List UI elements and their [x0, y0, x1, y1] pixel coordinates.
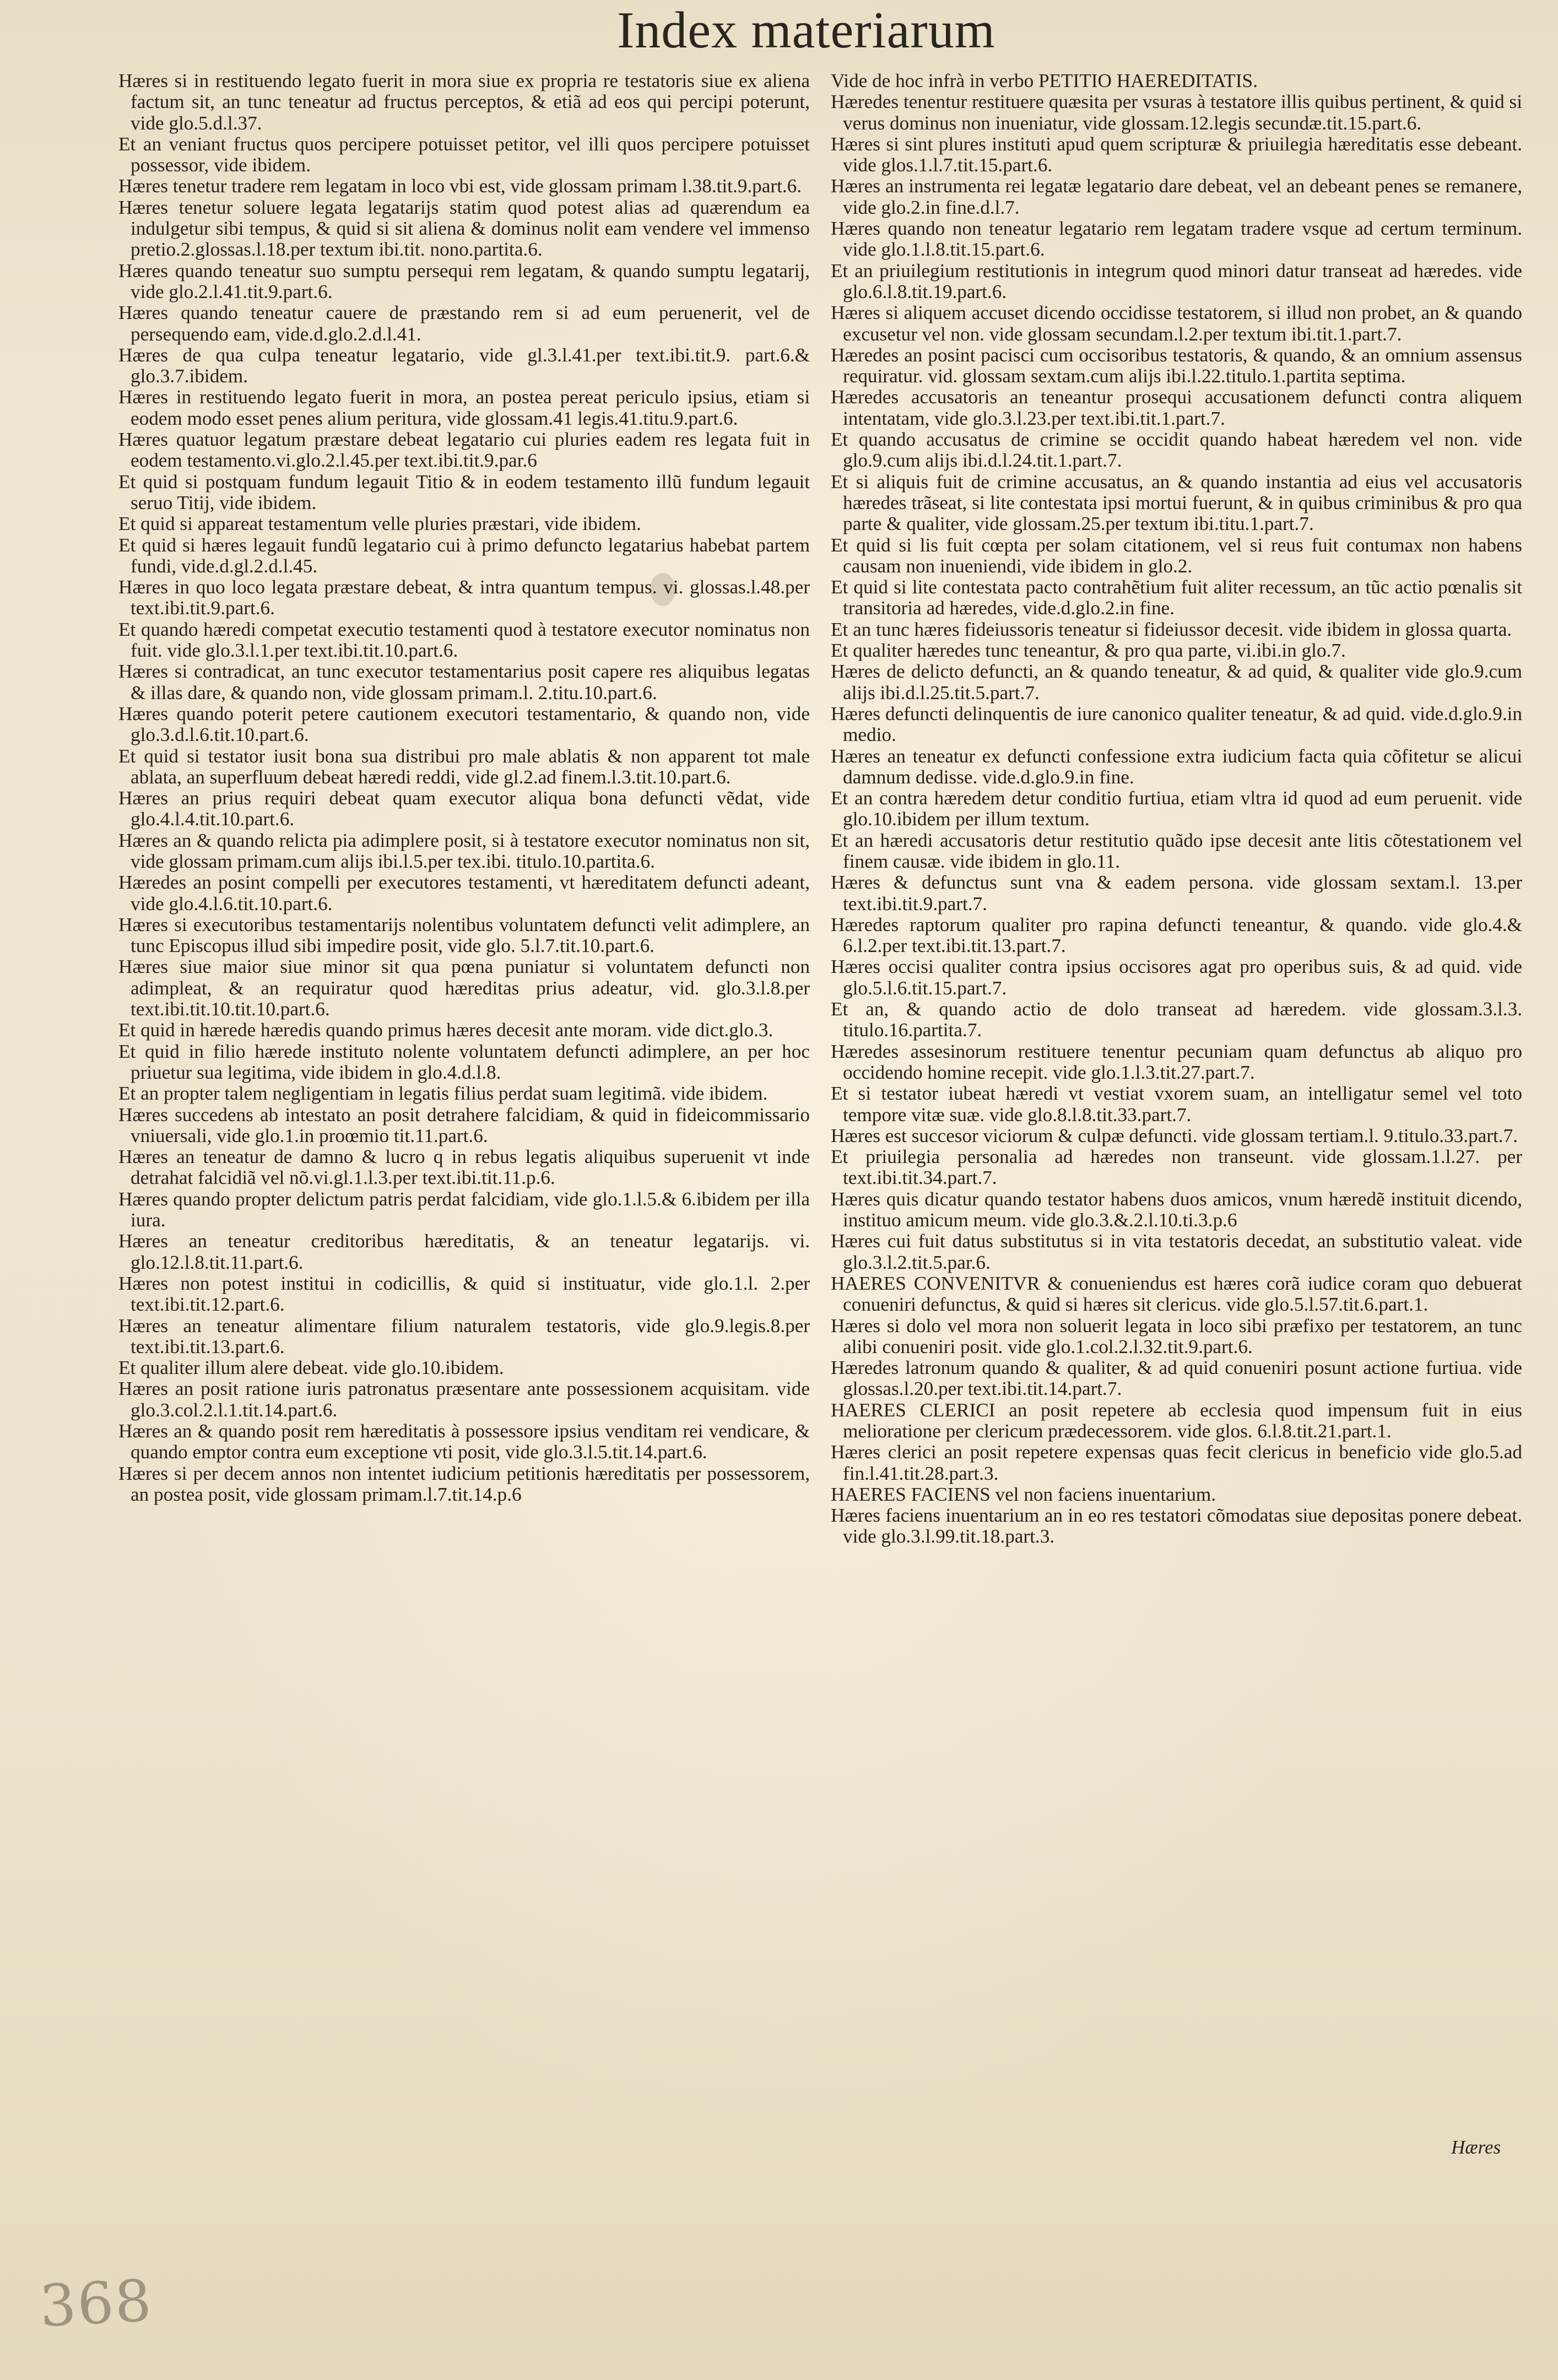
index-entry: Hæres quis dicatur quando testator habens duos amicos, vnum hæredẽ instituit dicendo, instituo amicum meum. vide glo.3.&.2.l.10.ti.3.p.6 — [831, 1188, 1522, 1231]
index-entry: Hæres quando non teneatur legatario rem legatam tradere vsque ad certum terminum. vide glo.1.l.8.tit.15.part.6. — [831, 218, 1522, 261]
index-entry: Et quid si lite contestata pacto contrahẽtium fuit aliter recessum, an tũc actio pœnalis sit transitoria ad hæredes, vide.d.glo.2.in fine. — [831, 576, 1522, 619]
index-entry: Hæres quando propter delictum patris perdat falcidiam, vide glo.1.l.5.& 6.ibidem per illa iura. — [118, 1188, 810, 1231]
index-entry: Et quid si hæres legauit fundũ legatario cui à primo defuncto legatarius habebat partem fundi, vide.d.gl.2.d.l.45. — [118, 534, 810, 577]
index-entry: Hæres si dolo vel mora non soluerit legata in loco sibi præfixo per testatorem, an tunc alibi conueniri posit. vide glo.1.col.2.l.32.tit.9.part.6. — [831, 1315, 1522, 1357]
index-entry: Et an veniant fructus quos percipere potuisset petitor, vel illi quos percipere potuisset possessor, vide ibidem. — [118, 133, 810, 176]
index-entry: Hæres si in restituendo legato fuerit in mora siue ex propria re testatoris siue ex aliena factum sit, an tunc teneatur ad fructus perceptos, & etiã ad eos qui percipi poterunt, vide glo.5.d.l.37. — [118, 70, 810, 134]
index-entry: Hæres est succesor viciorum & culpæ defuncti. vide glossam tertiam.l. 9.titulo.33.part.7. — [831, 1124, 1518, 1146]
index-entry: Hæres succedens ab intestato an posit detrahere falcidiam, & quid in fideicommissario vniuersali, vide glo.1.in proœmio tit.11.part.6. — [118, 1104, 810, 1146]
index-entry: Hæres an & quando relicta pia adimplere posit, si à testatore executor nominatus non sit, vide glossam primam.cum alijs ibi.l.5.per tex.ibi. titulo.10.partita.6. — [118, 829, 810, 872]
index-entry: Et an propter talem negligentiam in legatis filius perdat suam legitimã. vide ibidem. — [118, 1083, 768, 1105]
index-entry: Et an contra hæredem detur conditio furtiua, etiam vltra id quod ad eum peruenit. vide glo.10.ibidem per illum textum. — [831, 787, 1522, 830]
index-entry: Et an hæredi accusatoris detur restitutio quãdo ipse decesit ante litis cõtestationem vel finem causæ. vide ibidem in glo.11. — [831, 829, 1522, 872]
index-entry: Hæres tenetur soluere legata legatarijs statim quod potest alias ad quærendum ea indulgetur sibi tempus, & quid si sit aliena & dominus nolit eam vendere vel immenso pretio.2.glossas.l.18.per textum ibi.tit. nono.partita.6. — [118, 196, 810, 261]
index-entry: Hæres si contradicat, an tunc executor testamentarius posit capere res aliquibus legatas & illas dare, & quando non, vide glossam primam.l. 2.titu.10.part.6. — [118, 661, 810, 704]
index-entry: Et quando hæredi competat executio testamenti quod à testatore executor nominatus non fuit. vide glo.3.l.1.per text.ibi.tit.10.part.6. — [118, 618, 810, 662]
index-entry: Et quando accusatus de crimine se occidit quando habeat hæredem vel non. vide glo.9.cum alijs ibi.d.l.24.tit.1.part.7. — [831, 429, 1522, 472]
index-entry: HAERES CONVENITVR & conueniendus est hæres corã iudice coram quo debuerat conueniri defunctus, & quid si hæres sit clericus. vide glo.5.l.57.tit.6.part.1. — [831, 1272, 1522, 1316]
index-entry: Hæres an & quando posit rem hæreditatis à possessore ipsius venditam rei vendicare, & quando emptor contra eum exceptione vti posit, vide glo.3.l.5.tit.14.part.6. — [118, 1420, 810, 1463]
index-entry: Hæres de qua culpa teneatur legatario, vide gl.3.l.41.per text.ibi.tit.9. part.6.& glo.3.7.ibidem. — [118, 344, 810, 387]
index-entry: Hæres an teneatur ex defuncti confessione extra iudicium facta quia cõfitetur se alicui damnum dedisse. vide.d.glo.9.in fine. — [831, 745, 1522, 788]
index-entry: Et si testator iubeat hæredi vt vestiat vxorem suam, an intelligatur semel vel toto tempore vitæ suæ. vide glo.8.l.8.tit.33.part.7. — [831, 1083, 1522, 1126]
index-entry: Hæres si executoribus testamentarijs nolentibus voluntatem defuncti velit adimplere, an tunc Episcopus illud sibi impedire posit, vide glo. 5.l.7.tit.10.part.6. — [118, 913, 810, 957]
index-entry: Hæres quando poterit petere cautionem executori testamentario, & quando non, vide glo.3.d.l.6.tit.10.part.6. — [118, 702, 810, 746]
index-entry: Et qualiter hæredes tunc teneantur, & pro qua parte, vi.ibi.in glo.7. — [831, 640, 1346, 662]
index-entry: Hæredes latronum quando & qualiter, & ad quid conueniri posunt actione furtiua. vide glossas.l.20.per text.ibi.tit.14.part.7. — [831, 1357, 1522, 1400]
index-entry: Hæredes tenentur restituere quæsita per vsuras à testatore illis quibus pertinent, & quid si verus dominus non inueniatur, vide glossam.12.legis secundæ.tit.15.part.6. — [831, 91, 1522, 134]
index-entry: Et an priuilegium restitutionis in integrum quod minori datur transeat ad hæredes. vide glo.6.l.8.tit.19.part.6. — [831, 259, 1522, 302]
index-entry: Hæres occisi qualiter contra ipsius occisores agat pro operibus suis, & ad quid. vide glo.5.l.6.tit.15.part.7. — [831, 956, 1522, 999]
index-entry: Hæres quando teneatur cauere de præstando rem si ad eum peruenerit, vel de persequendo eam, vide.d.glo.2.d.l.41. — [118, 302, 810, 345]
index-entry: Hæres in quo loco legata præstare debeat, & intra quantum tempus. vi. glossas.l.48.per text.ibi.tit.9.part.6. — [118, 576, 810, 619]
index-entry: Hæres an posit ratione iuris patronatus præsentare ante possessionem acquisitam. vide glo.3.col.2.l.1.tit.14.part.6. — [118, 1378, 810, 1421]
index-entry: Hæres si sint plures instituti apud quem scripturæ & priuilegia hæreditatis esse debeant. vide glos.1.l.7.tit.15.part.6. — [831, 133, 1522, 176]
left-column — [118, 71, 810, 1505]
index-entry: Hæres & defunctus sunt vna & eadem persona. vide glossam sextam.l. 13.per text.ibi.tit.9.part.7. — [831, 872, 1522, 915]
index-entry: Hæres in restituendo legato fuerit in mora, an postea pereat periculo ipsius, etiam si eodem modo esset penes alium peritura, vide glossam.41 legis.41.titu.9.part.6. — [118, 386, 810, 429]
index-entry: Hæres quatuor legatum præstare debeat legatario cui pluries eadem res legata fuit in eodem testamento.vi.glo.2.l.45.per text.ibi.tit.9.par.6 — [118, 429, 810, 472]
handwritten-folio-number: 368 — [37, 2267, 154, 2340]
index-entry: Hæres tenetur tradere rem legatam in loco vbi est, vide glossam primam l.38.tit.9.part.6. — [118, 175, 802, 197]
index-entry: HAERES FACIENS vel non faciens inuentarium. — [831, 1483, 1216, 1505]
right-column — [831, 71, 1522, 1548]
index-entry: Et priuilegia personalia ad hæredes non transeunt. vide glossam.1.l.27. per text.ibi.tit.34.part.7. — [831, 1146, 1522, 1189]
index-entry: Hæres siue maior siue minor sit qua pœna puniatur si voluntatem defuncti non adimpleat, & an requiratur quod hæreditas prius adeatur, vid. glo.3.l.8.per text.ibi.tit.10.tit.10.part.6. — [118, 956, 810, 1020]
index-entry: Et si aliquis fuit de crimine accusatus, an & quando instantia ad eius vel accusatoris hæredes trãseat, si lite contestata ipsi mortui fuerunt, & in quibus criminibus & pro qua parte & qualiter, vide glossam.25.per textum ibi.titu.1.part.7. — [831, 470, 1522, 535]
index-entry: Hæres si per decem annos non intentet iudicium petitionis hæreditatis per possessorem, an postea posit, vide glossam primam.l.7.tit.14.p.6 — [118, 1462, 810, 1505]
index-entry: Hæres de delicto defuncti, an & quando teneatur, & ad quid, & qualiter vide glo.9.cum alijs ibi.d.l.25.tit.5.part.7. — [831, 661, 1522, 704]
index-entry: Hæredes accusatoris an teneantur prosequi accusationem defuncti contra aliquem intentatam, vide glo.3.l.23.per text.ibi.tit.1.part.7. — [831, 386, 1522, 429]
catchword: Hæres — [1451, 2136, 1501, 2158]
index-entry: Hæredes assesinorum restituere tenentur pecuniam quam defunctus ab aliquo pro occidendo homine recepit. vide glo.1.l.3.tit.27.part.7. — [831, 1040, 1522, 1083]
index-entry: Et quid in hærede hæredis quando primus hæres decesit ante moram. vide dict.glo.3. — [118, 1019, 773, 1041]
index-entry: Hæres clerici an posit repetere expensas quas fecit clericus in beneficio vide glo.5.ad fin.l.41.tit.28.part.3. — [831, 1441, 1522, 1484]
index-entry: Hæres si aliquem accuset dicendo occidisse testatorem, si illud non probet, an & quando excusetur vel non. vide glossam secundam.l.2.per textum ibi.tit.1.part.7. — [831, 302, 1522, 345]
index-entry: HAERES CLERICI an posit repetere ab ecclesia quod impensum fuit in eius melioratione per clericum prædecessorem. vide glos. 6.l.8.tit.21.part.1. — [831, 1399, 1522, 1442]
index-entry: Hæredes raptorum qualiter pro rapina defuncti teneantur, & quando. vide glo.4.& 6.l.2.per text.ibi.tit.13.part.7. — [831, 913, 1522, 957]
index-entry: Hæredes an posint pacisci cum occisoribus testatoris, & quando, & an omnium assensus requiratur. vid. glossam sextam.cum alijs ibi.l.22.titulo.1.partita septima. — [831, 344, 1522, 387]
index-entry: Et quid si appareat testamentum velle pluries præstari, vide ibidem. — [118, 513, 641, 535]
running-head: Index materiarum — [617, 2, 996, 59]
index-entry: Hæredes an posint compelli per executores testamenti, vt hæreditatem defuncti adeant, vide glo.4.l.6.tit.10.part.6. — [118, 872, 810, 915]
index-entry: Hæres non potest institui in codicillis, & quid si instituatur, vide glo.1.l. 2.per text.ibi.tit.12.part.6. — [118, 1272, 810, 1316]
index-entry: Hæres cui fuit datus substitutus si in vita testatoris decedat, an substitutio valeat. vide glo.3.l.2.tit.5.par.6. — [831, 1230, 1522, 1273]
index-entry: Hæres an teneatur alimentare filium naturalem testatoris, vide glo.9.legis.8.per text.ibi.tit.13.part.6. — [118, 1315, 810, 1357]
index-entry: Et quid in filio hærede instituto nolente voluntatem defuncti adimplere, an per hoc priuetur sua legitima, vide ibidem in glo.4.d.l.8. — [118, 1040, 810, 1083]
index-entry: Hæres defuncti delinquentis de iure canonico qualiter teneatur, & ad quid. vide.d.glo.9.in medio. — [831, 702, 1522, 746]
index-entry: Hæres faciens inuentarium an in eo res testatori cõmodatas siue depositas ponere debeat. vide glo.3.l.99.tit.18.part.3. — [831, 1505, 1522, 1548]
index-entry: Hæres an prius requiri debeat quam executor aliqua bona defuncti vẽdat, vide glo.4.l.4.tit.10.part.6. — [118, 787, 810, 830]
index-entry: Et quid si testator iusit bona sua distribui pro male ablatis & non apparent tot male ablata, an superfluum debeat hæredi reddi, vide gl.2.ad finem.l.3.tit.10.part.6. — [118, 745, 810, 788]
index-entry: Vide de hoc infrà in verbo PETITIO HAEREDITATIS. — [831, 70, 1258, 91]
index-entry: Hæres an teneatur creditoribus hæreditatis, & an teneatur legatarijs. vi. glo.12.l.8.tit.11.part.6. — [118, 1230, 810, 1273]
index-entry: Hæres an teneatur de damno & lucro q in rebus legatis aliquibus superuenit vt inde detrahat falcidiã vel nõ.vi.gl.1.l.3.per text.ibi.tit.11.p.6. — [118, 1146, 810, 1189]
index-entry: Et an, & quando actio de dolo transeat ad hæredem. vide glossam.3.l.3. titulo.16.partita.7. — [831, 998, 1522, 1041]
index-entry: Et qualiter illum alere debeat. vide glo.10.ibidem. — [118, 1357, 504, 1379]
index-entry: Et an tunc hæres fideiussoris teneatur si fideiussor decesit. vide ibidem in glossa quarta. — [831, 618, 1512, 640]
index-entry: Et quid si lis fuit cœpta per solam citationem, vel si reus fuit contumax non habens causam non inueniendi, vide ibidem in glo.2. — [831, 534, 1522, 577]
index-entry: Hæres quando teneatur suo sumptu persequi rem legatam, & quando sumptu legatarij, vide glo.2.l.41.tit.9.part.6. — [118, 259, 810, 302]
index-entry: Hæres an instrumenta rei legatæ legatario dare debeat, vel an debeant penes se remanere, vide glo.2.in fine.d.l.7. — [831, 175, 1522, 218]
index-entry: Et quid si postquam fundum legauit Titio & in eodem testamento illũ fundum legauit seruo Titij, vide ibidem. — [118, 470, 810, 513]
